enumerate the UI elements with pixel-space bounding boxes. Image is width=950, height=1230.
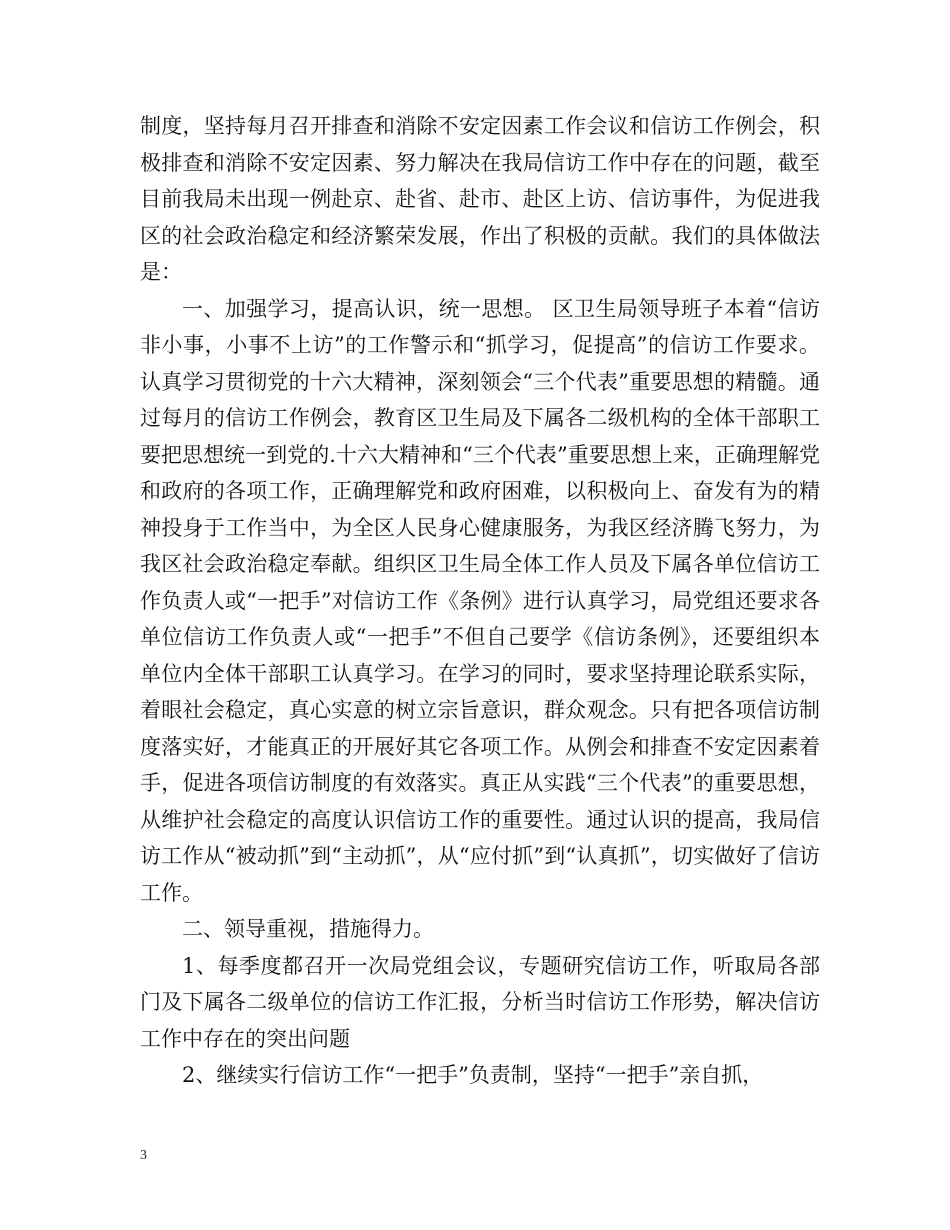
paragraph: 制度，坚持每月召开排查和消除不安定因素工作会议和信访工作例会，积极排查和消除不安定因素、努力解决在我局信访工作中存在的问题，截至目前我局未出现一例赴京、赴省、赴市、赴区上访、信访事件，为促进我区的社会政治稳定和经济繁荣发展，作出了积极的贡献。我们的具体做法是： bbox=[140, 114, 820, 284]
document-body bbox=[140, 108, 820, 1094]
paragraph: 二、领导重视，措施得力。 bbox=[182, 917, 434, 941]
page-number: 3 bbox=[140, 1148, 147, 1163]
paragraph: 1、每季度都召开一次局党组会议，专题研究信访工作，听取局各部门及下属各二级单位的信访工作汇报，分析当时信访工作形势，解决信访工作中存在的突出问题 bbox=[140, 953, 820, 1051]
paragraph: 一、加强学习，提高认识，统一思想。 区卫生局领导班子本着“信访非小事，小事不上访”的工作警示和“抓学习，促提高”的信访工作要求。认真学习贯彻党的十六大精神，深刻领会“三个代表”重要思想的精髓。通过每月的信访工作例会，教育区卫生局及下属各二级机构的全体干部职工要把思想统一到党的.十六大精神和“三个代表”重要思想上来，正确理解党和政府的各项工作，正确理解党和政府困难，以积极向上、奋发有为的精神投身于工作当中，为全区人民身心健康服务，为我区经济腾飞努力，为我区社会政治稳定奉献。组织区卫生局全体工作人员及下属各单位信访工作负责人或“一把手”对信访工作《条例》进行认真学习，局党组还要求各单位信访工作负责人或“一把手”不但自己要学《信访条例》，还要组织本单位内全体干部职工认真学习。在学习的同时，要求坚持理论联系实际，着眼社会稳定，真心实意的树立宗旨意识，群众观念。只有把各项信访制度落实好，才能真正的开展好其它各项工作。从例会和排查不安定因素着手，促进各项信访制度的有效落实。真正从实践“三个代表”的重要思想，从维护社会稳定的高度认识信访工作的重要性。通过认识的提高，我局信访工作从“被动抓”到“主动抓”，从“应付抓”到“认真抓”，切实做好了信访工作。 bbox=[140, 296, 820, 905]
paragraph: 2、继续实行信访工作“一把手”负责制，坚持“一把手”亲自抓， bbox=[182, 1063, 764, 1087]
